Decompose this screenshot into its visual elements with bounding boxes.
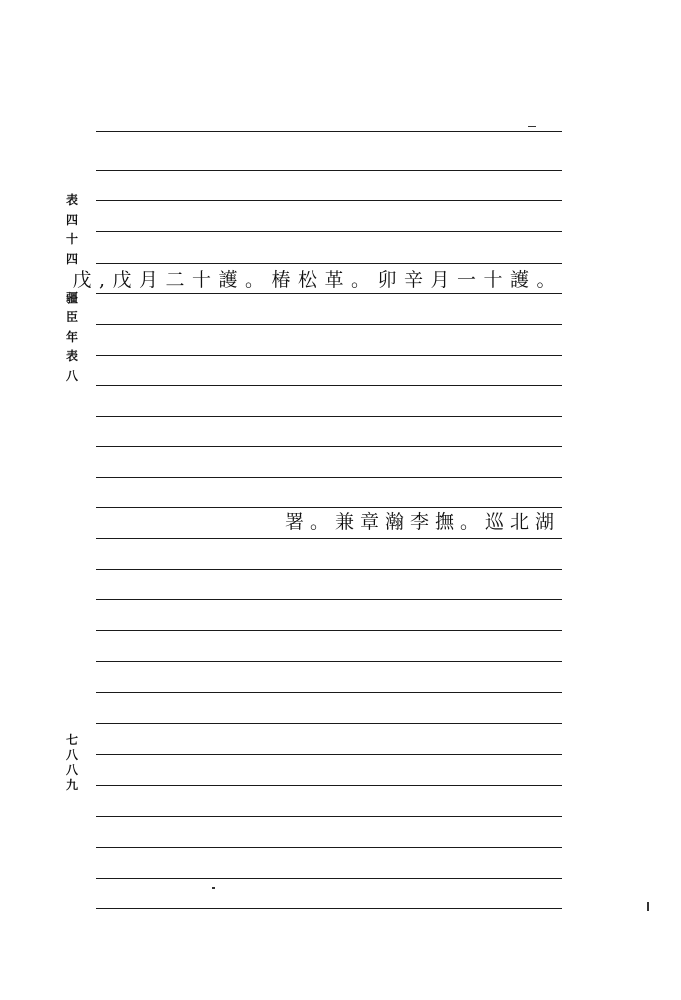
table-rule — [96, 723, 562, 724]
table-rule — [96, 599, 562, 600]
table-rule — [96, 477, 562, 478]
table-rule — [96, 569, 562, 570]
table-rule — [96, 131, 562, 132]
ink-speck — [212, 887, 215, 889]
table-rule — [96, 785, 562, 786]
table-rule — [96, 416, 562, 417]
table-entry: 戊,戊月二十護。椿松革。卯辛月一十護。 — [72, 269, 563, 291]
ink-speck — [528, 126, 536, 127]
table-rule — [96, 324, 562, 325]
table-rule — [96, 293, 562, 294]
table-rule — [96, 355, 562, 356]
table-rule — [96, 263, 562, 264]
table-rule — [96, 170, 562, 171]
table-rule — [96, 878, 562, 879]
table-rule — [96, 661, 562, 662]
table-rule — [96, 816, 562, 817]
table-rule — [96, 630, 562, 631]
table-rule — [96, 538, 562, 539]
table-rule — [96, 446, 562, 447]
table-entry: 署。兼章瀚李撫。巡北湖 — [284, 511, 560, 533]
table-rule — [96, 908, 562, 909]
table-rule — [96, 692, 562, 693]
table-rule — [96, 385, 562, 386]
page-number: 七 八 八 九 — [65, 733, 78, 792]
table-rule — [96, 754, 562, 755]
ink-speck — [647, 902, 649, 911]
table-rule — [96, 200, 562, 201]
table-rule — [96, 231, 562, 232]
table-rule — [96, 847, 562, 848]
side-title: 表 四 十 四 疆 臣 年 表 八 — [65, 193, 78, 383]
table-rule — [96, 507, 562, 508]
